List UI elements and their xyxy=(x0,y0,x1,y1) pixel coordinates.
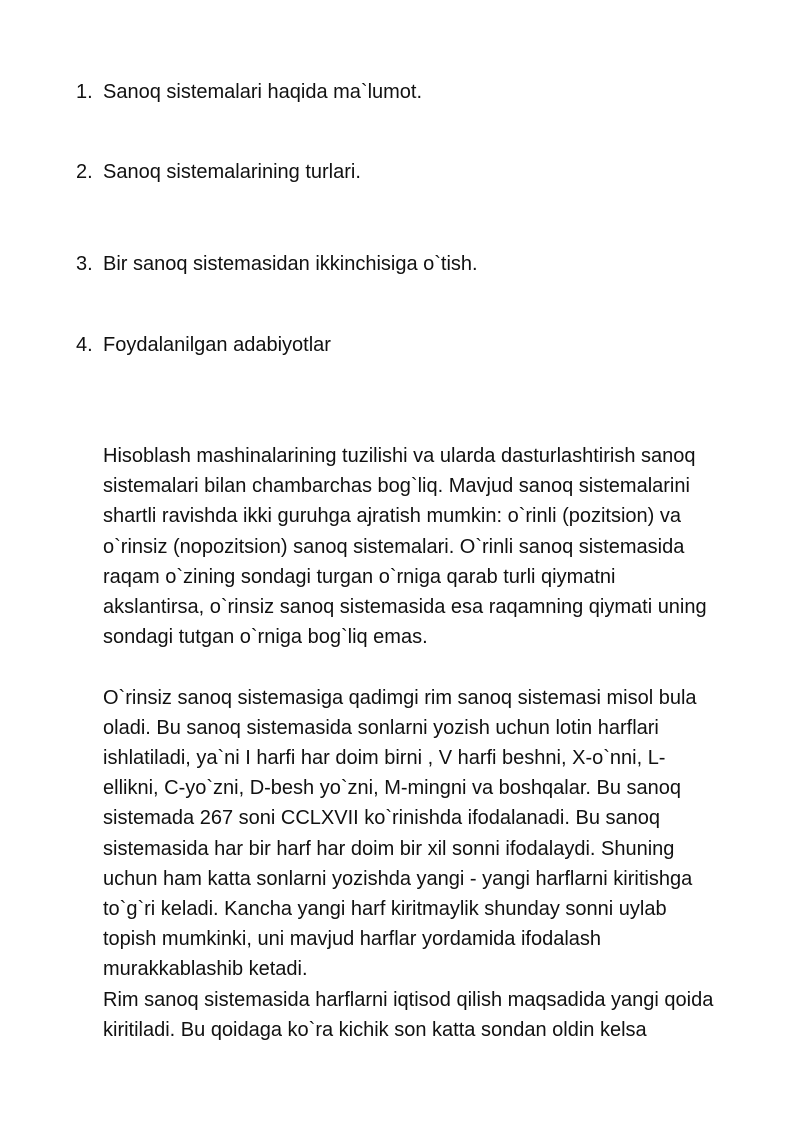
toc-item-number: 1. xyxy=(76,81,93,103)
paragraph-2 xyxy=(103,683,743,985)
toc-item-4 xyxy=(76,333,331,357)
text-line: sistemalari bilan chambarchas bog`liq. Mavjud sanoq sistemalarini xyxy=(103,475,690,498)
text-line: kiritiladi. Bu qoidaga ko`ra kichik son katta sondan oldin kelsa xyxy=(103,1018,647,1041)
text-line: Hisoblash mashinalarining tuzilishi va ularda dasturlashtirish sanoq xyxy=(103,445,696,467)
toc-item-text: Sanoq sistemalarining turlari. xyxy=(103,161,361,183)
document-body xyxy=(103,441,743,1045)
text-line: murakkablashib ketadi. xyxy=(103,958,308,981)
text-line: ishlatiladi, ya`ni I harfi har doim birni , V harfi beshni, X-o`nni, L- xyxy=(103,747,666,770)
toc-item-2 xyxy=(76,160,361,184)
text-line: O`rinsiz sanoq sistemasiga qadimgi rim sanoq sistemasi misol bula xyxy=(103,686,697,709)
toc-item-number: 2. xyxy=(76,161,93,183)
text-line: Rim sanoq sistemasida harflarni iqtisod qilish maqsadida yangi qoida xyxy=(103,988,714,1011)
toc-item-3 xyxy=(76,252,478,276)
toc-item-number: 4. xyxy=(76,334,93,356)
text-line: akslantirsa, o`rinsiz sanoq sistemasida esa raqamning qiymati uning xyxy=(103,596,707,619)
text-line: raqam o`zining sondagi turgan o`rniga qarab turli qiymatni xyxy=(103,565,616,588)
text-line: oladi. Bu sanoq sistemasida sonlarni yozish uchun lotin harflari xyxy=(103,716,659,739)
paragraph-spacer xyxy=(103,652,743,682)
text-line: sistemasida har bir harf har doim bir xil sonni ifodalaydi. Shuning xyxy=(103,837,675,860)
text-line: topish mumkinki, uni mavjud harflar yordamida ifodalash xyxy=(103,928,602,951)
toc-item-text: Sanoq sistemalari haqida ma`lumot. xyxy=(103,81,423,103)
toc-item-text: Bir sanoq sistemasidan ikkinchisiga o`tish. xyxy=(103,253,478,275)
text-line: o`rinsiz (nopozitsion) sanoq sistemalari. O`rinli sanoq sistemasida xyxy=(103,535,685,558)
text-line: ellikni, C-yo`zni, D-besh yo`zni, M-mingni va boshqalar. Bu sanoq xyxy=(103,777,682,800)
text-line: sondagi tutgan o`rniga bog`liq emas. xyxy=(103,626,428,649)
text-line: shartli ravishda ikki guruhga ajratish mumkin: o`rinli (pozitsion) va xyxy=(103,505,681,528)
text-line: uchun ham katta sonlarni yozishda yangi - yangi harflarni kiritishga xyxy=(103,867,693,890)
text-line: to`g`ri keladi. Kancha yangi harf kiritmaylik shunday sonni uylab xyxy=(103,898,667,921)
toc-item-text: Foydalanilgan adabiyotlar xyxy=(103,334,331,356)
text-line: sistemada 267 soni CCLXVII ko`rinishda ifodalanadi. Bu sanoq xyxy=(103,807,660,830)
toc-item-number: 3. xyxy=(76,253,93,275)
paragraph-1 xyxy=(103,441,743,652)
paragraph-3 xyxy=(103,985,743,1045)
toc-item-1 xyxy=(76,80,422,104)
